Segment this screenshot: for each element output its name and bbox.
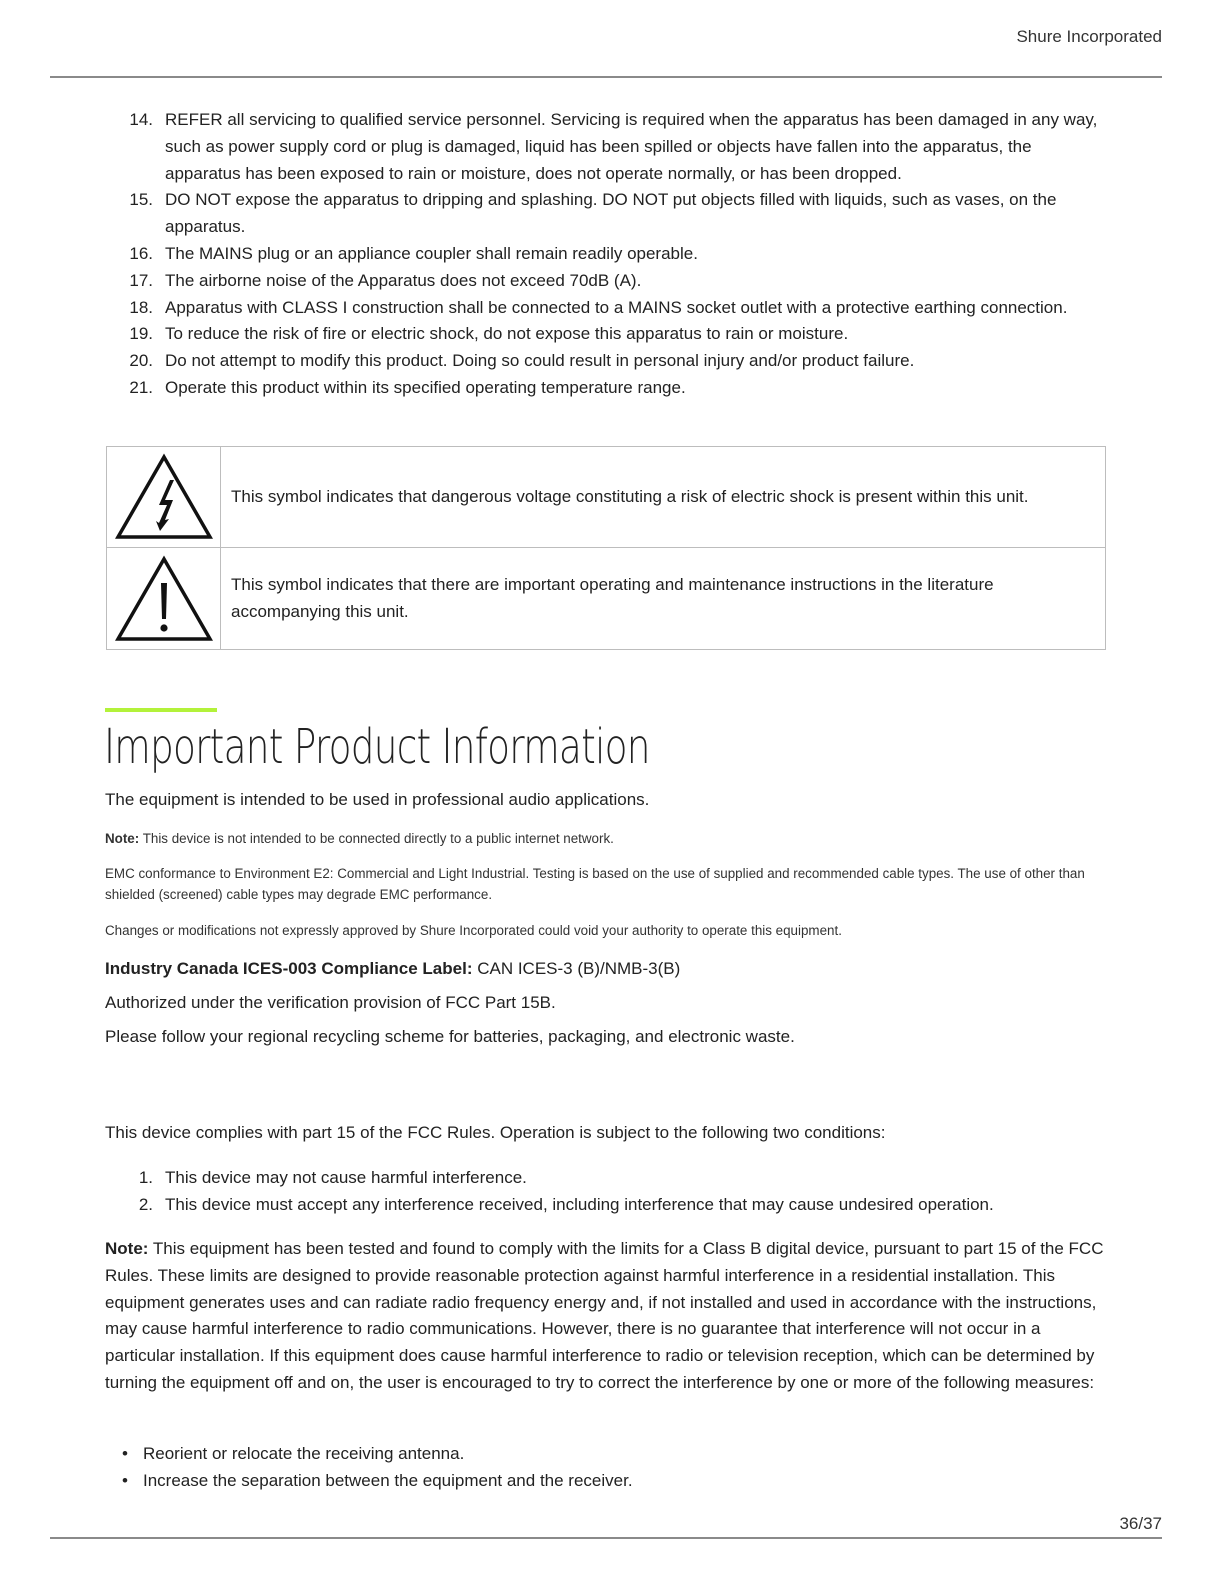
note-text: This equipment has been tested and found to comply with the limits for a Class B digital device, pursuant to part 15 of the FCC Rules. These limits are designed to provide reasonable protection against harmful interference in a residential installation. This equipment generates uses and can radiate radio frequency energy and, if not installed and used in accordance with the instructions, may cause harmful interference to radio communications. However, there is no guarantee that interference will not occur in a particular installation. If this equipment does cause harmful interference to radio or television reception, which can be determined by turning the equipment off and on, the user is encouraged to try to correct the interference by one or more of the following measures: <box>105 1239 1104 1392</box>
fcc-class-b-note <box>105 1236 1105 1397</box>
header-company-name: Shure Incorporated <box>1016 27 1162 46</box>
network-note <box>105 828 1105 849</box>
symbol-description: This symbol indicates that there are important operating and maintenance instructions in the literature accompanying this unit. <box>221 548 1106 650</box>
header-divider <box>50 76 1162 78</box>
safety-symbols-table <box>106 446 1106 650</box>
list-item <box>105 1441 1105 1468</box>
list-item <box>105 321 1105 348</box>
list-item-number: 21. <box>129 377 153 397</box>
intro-paragraph: The equipment is intended to be used in professional audio applications. <box>105 790 650 809</box>
list-item-number: 20. <box>129 351 153 371</box>
list-item-number: 1. <box>138 1168 153 1187</box>
list-item <box>105 268 1105 295</box>
bullet-icon: • <box>122 1444 128 1463</box>
list-item-text: The MAINS plug or an appliance coupler shall remain readily operable. <box>165 243 698 263</box>
list-item-number: 14. <box>129 110 153 129</box>
table-row <box>107 447 1106 548</box>
fcc-conditions-list <box>105 1165 1105 1219</box>
section-accent-bar <box>105 708 217 712</box>
list-item <box>105 241 1105 268</box>
list-item <box>105 107 1105 187</box>
recycling-paragraph: Please follow your regional recycling scheme for batteries, packaging, and electronic waste. <box>105 1027 795 1046</box>
list-item-text: Increase the separation between the equipment and the receiver. <box>143 1470 633 1490</box>
list-item-text: To reduce the risk of fire or electric shock, do not expose this apparatus to rain or moisture. <box>165 324 849 344</box>
symbol-description: This symbol indicates that dangerous voltage constituting a risk of electric shock is present within this unit. <box>221 447 1106 548</box>
interference-measures-list <box>105 1441 1105 1495</box>
bullet-icon: • <box>122 1470 128 1490</box>
safety-instructions-list <box>105 107 1105 402</box>
list-item <box>105 348 1105 375</box>
list-item <box>105 1165 1105 1192</box>
symbol-icon-cell <box>107 447 221 548</box>
section-title: Important Product Information <box>104 719 650 775</box>
table-row <box>107 548 1106 650</box>
electric-shock-warning-icon <box>115 453 213 541</box>
ic-compliance-label <box>105 956 1105 983</box>
list-item-text: Reorient or relocate the receiving antenna. <box>143 1444 465 1463</box>
list-item-text: This device must accept any interference received, including interference that may cause undesired operation. <box>165 1194 994 1214</box>
list-item-text: Apparatus with CLASS I construction shall be connected to a MAINS socket outlet with a protective earthing connection. <box>165 297 1068 317</box>
page-number: 36/37 <box>1119 1514 1162 1533</box>
symbol-icon-cell <box>107 548 221 650</box>
list-item-number: 17. <box>129 270 153 290</box>
list-item-text: REFER all servicing to qualified service personnel. Servicing is required when the apparatus has been damaged in any way, such as power supply cord or plug is damaged, liquid has been spilled or objects have fallen into the apparatus, the apparatus has been exposed to rain or moisture, does not operate normally, or has been dropped. <box>165 110 1098 183</box>
list-item-number: 2. <box>138 1194 153 1214</box>
note-label: Note: <box>105 1239 149 1258</box>
emc-paragraph: EMC conformance to Environment E2: Commercial and Light Industrial. Testing is based on the use of supplied and recommended cable types. The use of other than shielded (screened) cable types may degrade EMC performance. <box>105 866 1085 902</box>
list-item-number: 16. <box>129 243 153 263</box>
changes-paragraph: Changes or modifications not expressly approved by Shure Incorporated could void your authority to operate this equipment. <box>105 923 842 938</box>
list-item-number: 18. <box>129 297 153 317</box>
fcc-authorization: Authorized under the verification provision of FCC Part 15B. <box>105 993 556 1012</box>
list-item-text: Operate this product within its specified operating temperature range. <box>165 377 686 397</box>
ic-label: Industry Canada ICES-003 Compliance Label: <box>105 959 473 978</box>
list-item-number: 15. <box>129 190 153 210</box>
list-item <box>105 187 1105 241</box>
list-item-text: Do not attempt to modify this product. Doing so could result in personal injury and/or product failure. <box>165 351 915 371</box>
list-item-number: 19. <box>129 324 153 344</box>
list-item-text: This device may not cause harmful interference. <box>165 1168 527 1187</box>
footer-divider <box>50 1537 1162 1539</box>
list-item-text: DO NOT expose the apparatus to dripping and splashing. DO NOT put objects filled with liquids, such as vases, on the apparatus. <box>165 190 1057 237</box>
note-text: This device is not intended to be connected directly to a public internet network. <box>139 831 614 846</box>
list-item <box>105 1192 1105 1219</box>
list-item <box>105 375 1105 402</box>
note-label: Note: <box>105 831 140 846</box>
ic-value: CAN ICES-3 (B)/NMB-3(B) <box>472 959 681 978</box>
list-item <box>105 1468 1105 1495</box>
fcc-intro-paragraph: This device complies with part 15 of the FCC Rules. Operation is subject to the following two conditions: <box>105 1123 886 1142</box>
list-item-text: The airborne noise of the Apparatus does not exceed 70dB (A). <box>165 270 642 290</box>
list-item <box>105 295 1105 322</box>
exclamation-warning-icon <box>115 555 213 643</box>
